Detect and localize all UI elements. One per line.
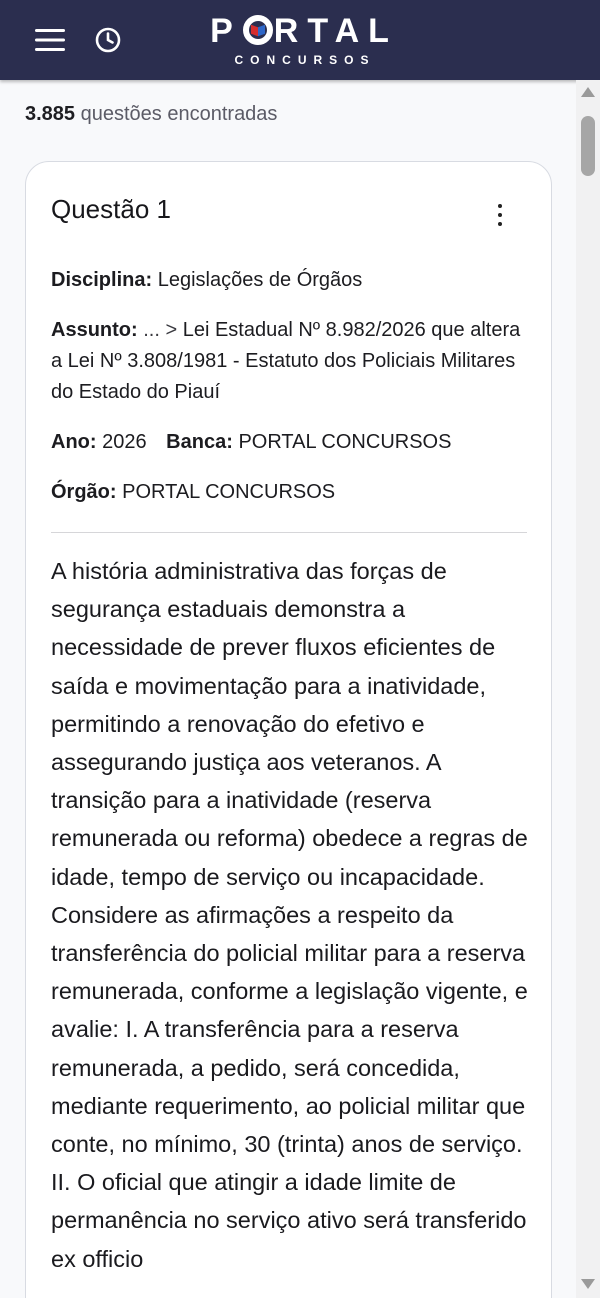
orgao-value: PORTAL CONCURSOS (122, 481, 336, 503)
portal-concursos-logo[interactable] (190, 12, 410, 70)
question-card (25, 161, 552, 1298)
orgao-label: Órgão: (51, 481, 117, 503)
assunto-row (51, 315, 531, 408)
top-navigation-bar (0, 0, 600, 80)
logo-subtitle: CONCURSOS (234, 53, 376, 67)
banca-value: PORTAL CONCURSOS (238, 431, 452, 453)
logo-wordmark: P RTAL (210, 12, 398, 50)
ano-value: 2026 (102, 431, 147, 453)
assunto-label: Assunto: (51, 319, 138, 341)
more-options-icon[interactable] (486, 200, 514, 230)
divider (51, 532, 527, 533)
results-count-number: 3.885 (25, 103, 76, 125)
scrollbar[interactable] (576, 80, 600, 1298)
disciplina-value: Legislações de Órgãos (157, 269, 363, 291)
disciplina-label: Disciplina: (51, 269, 153, 291)
hamburger-menu-icon[interactable] (30, 20, 70, 60)
results-count (25, 103, 277, 126)
banca-label: Banca: (166, 431, 233, 453)
ano-banca-row (51, 427, 451, 458)
logo-book-icon (243, 15, 273, 45)
scroll-up-arrow-icon[interactable] (581, 87, 595, 97)
question-title: Questão 1 (51, 194, 171, 224)
orgao-row (51, 477, 335, 508)
clock-history-icon[interactable] (88, 20, 128, 60)
assunto-breadcrumb[interactable]: ... > (143, 319, 178, 341)
ano-label: Ano: (51, 431, 97, 453)
assunto-value: Lei Estadual Nº 8.982/2026 que altera a Lei Nº 3.808/1981 - Estatuto dos Policiais Militares do Estado do Piauí (51, 319, 521, 403)
disciplina-row (51, 265, 362, 296)
scrollbar-thumb[interactable] (581, 116, 595, 176)
scroll-down-arrow-icon[interactable] (581, 1279, 595, 1289)
results-count-label: questões encontradas (80, 103, 278, 125)
question-statement: A história administrativa das forças de segurança estaduais demonstra a necessidade de prever fluxos eficientes de saída e movimentação para a inatividade, permitindo a renovação do efetivo e assegurando justiça aos veteranos. A transição para a inatividade (reserva remunerada ou reforma) obedece a regras de idade, tempo de serviço ou incapacidade. Considere as afirmações a respeito da transferência do policial militar para a reserva remunerada, conforme a legislação vigente, e avalie: I. A transferência para a reserva remunerada, a pedido, será concedida, mediante requerimento, ao policial militar que conte, no mínimo, 30 (trinta) anos de serviço. II. O oficial que atingir a idade limite de permanência no serviço ativo será transferido ex officio (51, 558, 528, 1272)
